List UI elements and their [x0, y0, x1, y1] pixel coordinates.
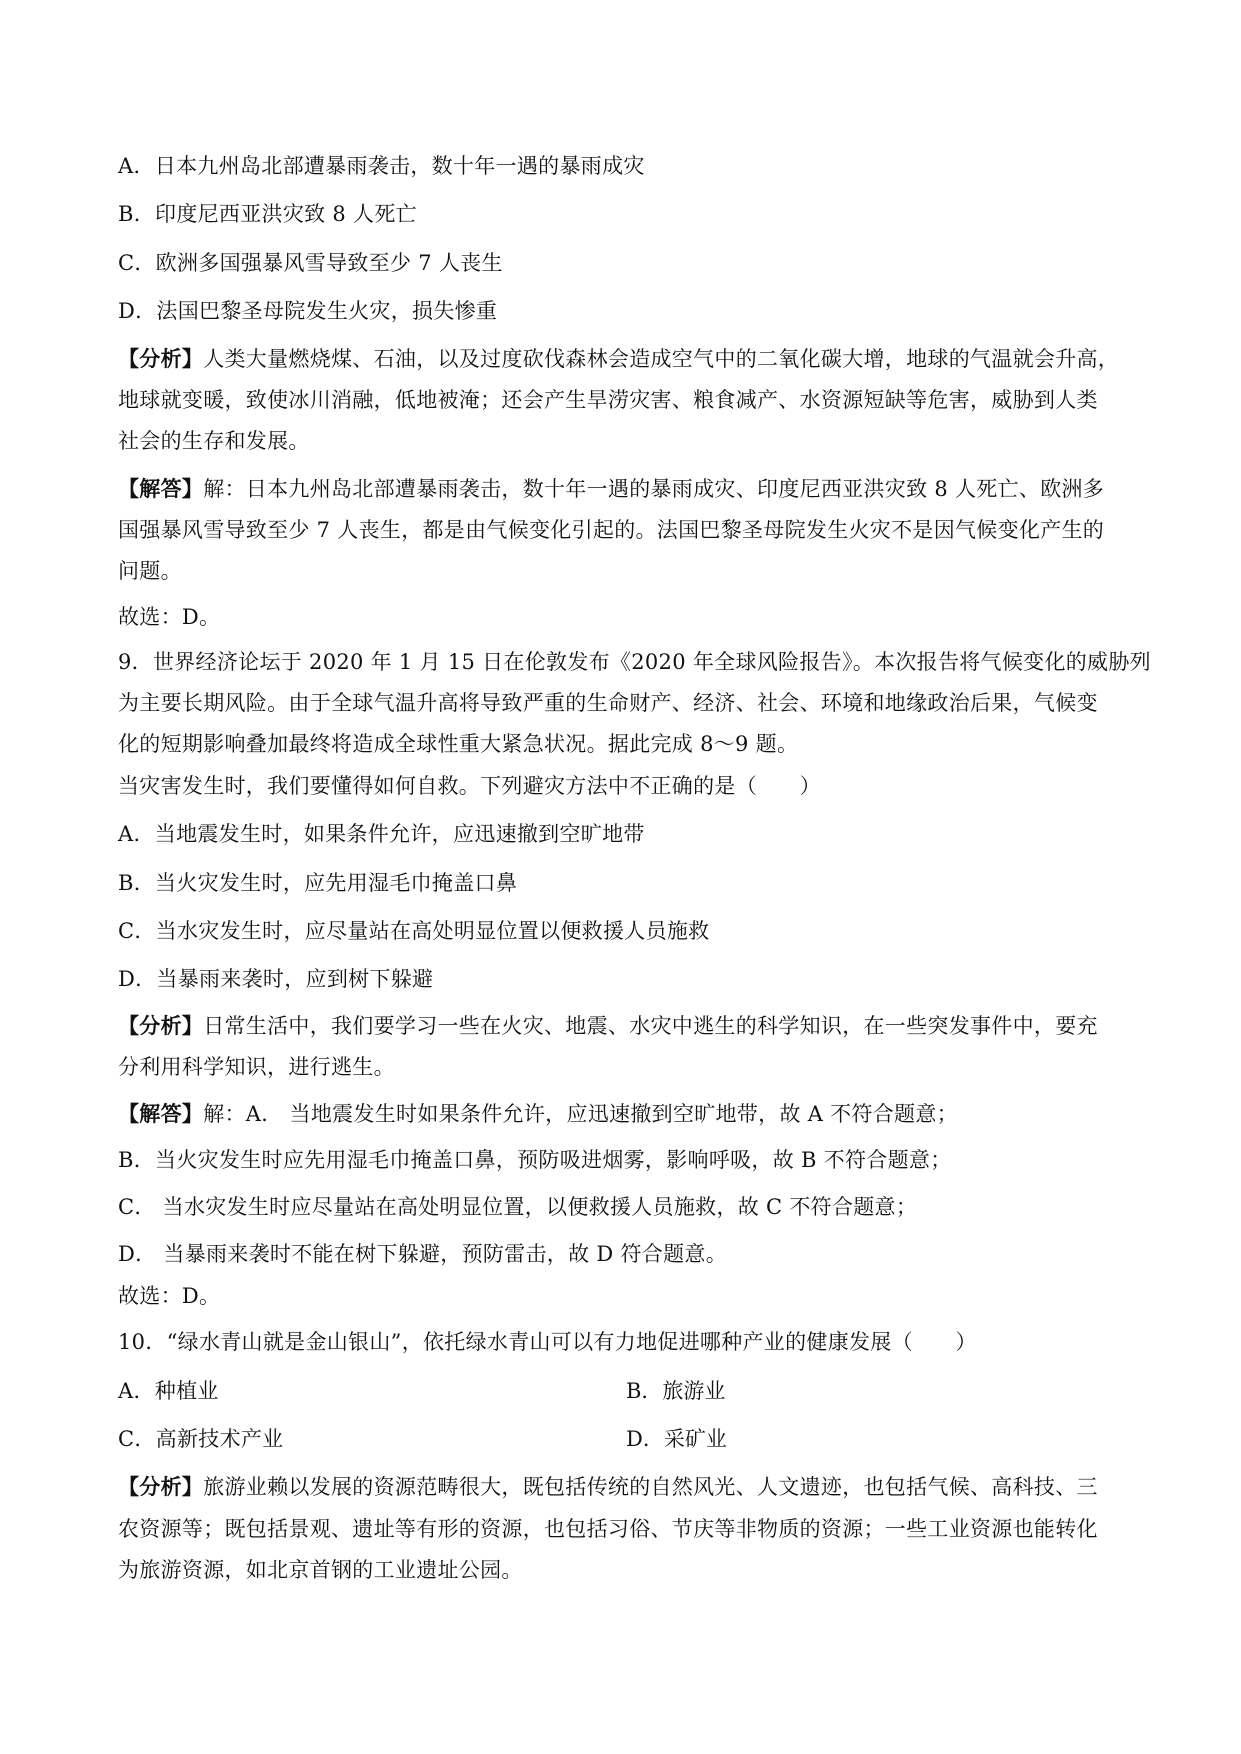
q8-option-b: B．印度尼西亚洪灾致 8 人死亡	[118, 202, 417, 226]
q8-option-d: D．法国巴黎圣母院发生火灾，损失惨重	[118, 299, 498, 323]
q8-option-c: C．欧洲多国强暴风雪导致至少 7 人丧生	[118, 251, 503, 275]
q8-analysis-text1: 人类大量燃烧煤、石油，以及过度砍伐森林会造成空气中的二氧化碳大增，地球的气温就会升高，	[203, 347, 1120, 371]
q9-analysis-line2: 分利用科学知识，进行逃生。	[118, 1055, 395, 1079]
q9-analysis-text1: 日常生活中，我们要学习一些在火灾、地震、水灾中逃生的科学知识，在一些突发事件中，要充	[203, 1014, 1098, 1038]
q9-intro-line3: 化的短期影响叠加最终将造成全球性重大紧急状况。据此完成 8～9 题。	[118, 732, 799, 756]
q9-analysis-line1	[118, 1012, 1098, 1040]
q9-answer-line1	[118, 1100, 958, 1128]
answer-tag: 【解答】	[118, 476, 204, 501]
q9-answer-line3: C． 当水灾发生时应尽量站在高处明显位置，以便救援人员施救，故 C 不符合题意；	[118, 1195, 918, 1219]
q9-answer-line4: D． 当暴雨来袭时不能在树下躲避，预防雷击，故 D 符合题意。	[118, 1242, 727, 1266]
q9-option-d: D．当暴雨来袭时，应到树下躲避	[118, 967, 434, 991]
q9-option-a: A．当地震发生时，如果条件允许，应迅速撤到空旷地带	[118, 822, 645, 846]
q10-option-c: C．高新技术产业	[118, 1427, 284, 1451]
q10-option-a: A．种植业	[118, 1379, 219, 1403]
q10-analysis-line3: 为旅游资源，如北京首钢的工业遗址公园。	[118, 1558, 523, 1582]
answer-tag: 【解答】	[118, 1101, 204, 1126]
q9-option-b: B．当火灾发生时，应先用湿毛巾掩盖口鼻	[118, 871, 518, 895]
q9-option-c: C．当水灾发生时，应尽量站在高处明显位置以便救援人员施救	[118, 919, 710, 943]
q10-question: 10．“绿水青山就是金山银山”，依托绿水青山可以有力地促进哪种产业的健康发展（ ）	[118, 1330, 977, 1354]
q8-analysis-line1	[118, 345, 1119, 373]
q8-answer-text1: 解：日本九州岛北部遭暴雨袭击，数十年一遇的暴雨成灾、印度尼西亚洪灾致 8 人死亡、欧洲多	[203, 477, 1105, 501]
q10-analysis-line1	[118, 1473, 1098, 1501]
q8-answer-choice: 故选：D。	[118, 605, 221, 629]
q9-answer-text1: 解：A． 当地震发生时如果条件允许，应迅速撤到空旷地带，故 A 不符合题意；	[203, 1102, 958, 1126]
analysis-tag: 【分析】	[118, 346, 204, 371]
q9-answer-line2: B．当火灾发生时应先用湿毛巾掩盖口鼻，预防吸进烟雾，影响呼吸，故 B 不符合题意；	[118, 1148, 952, 1172]
q9-intro-line2: 为主要长期风险。由于全球气温升高将导致严重的生命财产、经济、社会、环境和地缘政治后果，气候变	[118, 691, 1098, 715]
q9-answer-choice: 故选：D。	[118, 1284, 221, 1308]
q10-analysis-text1: 旅游业赖以发展的资源范畴很大，既包括传统的自然风光、人文遗迹，也包括气候、高科技、三	[203, 1475, 1098, 1499]
q9-question: 当灾害发生时，我们要懂得如何自救。下列避灾方法中不正确的是（ ）	[118, 774, 821, 798]
q10-option-b: B．旅游业	[626, 1379, 726, 1403]
q9-intro-line1: 9．世界经济论坛于 2020 年 1 月 15 日在伦敦发布《2020 年全球风险报告》。本次报告将气候变化的威胁列	[118, 650, 1151, 674]
q8-option-a: A．日本九州岛北部遭暴雨袭击，数十年一遇的暴雨成灾	[118, 154, 645, 178]
analysis-tag: 【分析】	[118, 1013, 204, 1038]
q8-answer-line2: 国强暴风雪导致至少 7 人丧生，都是由气候变化引起的。法国巴黎圣母院发生火灾不是因气候变化产生的	[118, 518, 1105, 542]
q10-analysis-line2: 农资源等；既包括景观、遗址等有形的资源，也包括习俗、节庆等非物质的资源；一些工业资源也能转化	[118, 1517, 1098, 1541]
q8-analysis-line2: 地球就变暖，致使冰川消融，低地被淹；还会产生旱涝灾害、粮食减产、水资源短缺等危害，威胁到人类	[118, 388, 1098, 412]
q8-answer-line3: 问题。	[118, 559, 182, 583]
q8-analysis-line3: 社会的生存和发展。	[118, 429, 310, 453]
q8-answer-line1	[118, 475, 1104, 503]
q10-option-d: D．采矿业	[626, 1427, 727, 1451]
analysis-tag: 【分析】	[118, 1474, 204, 1499]
